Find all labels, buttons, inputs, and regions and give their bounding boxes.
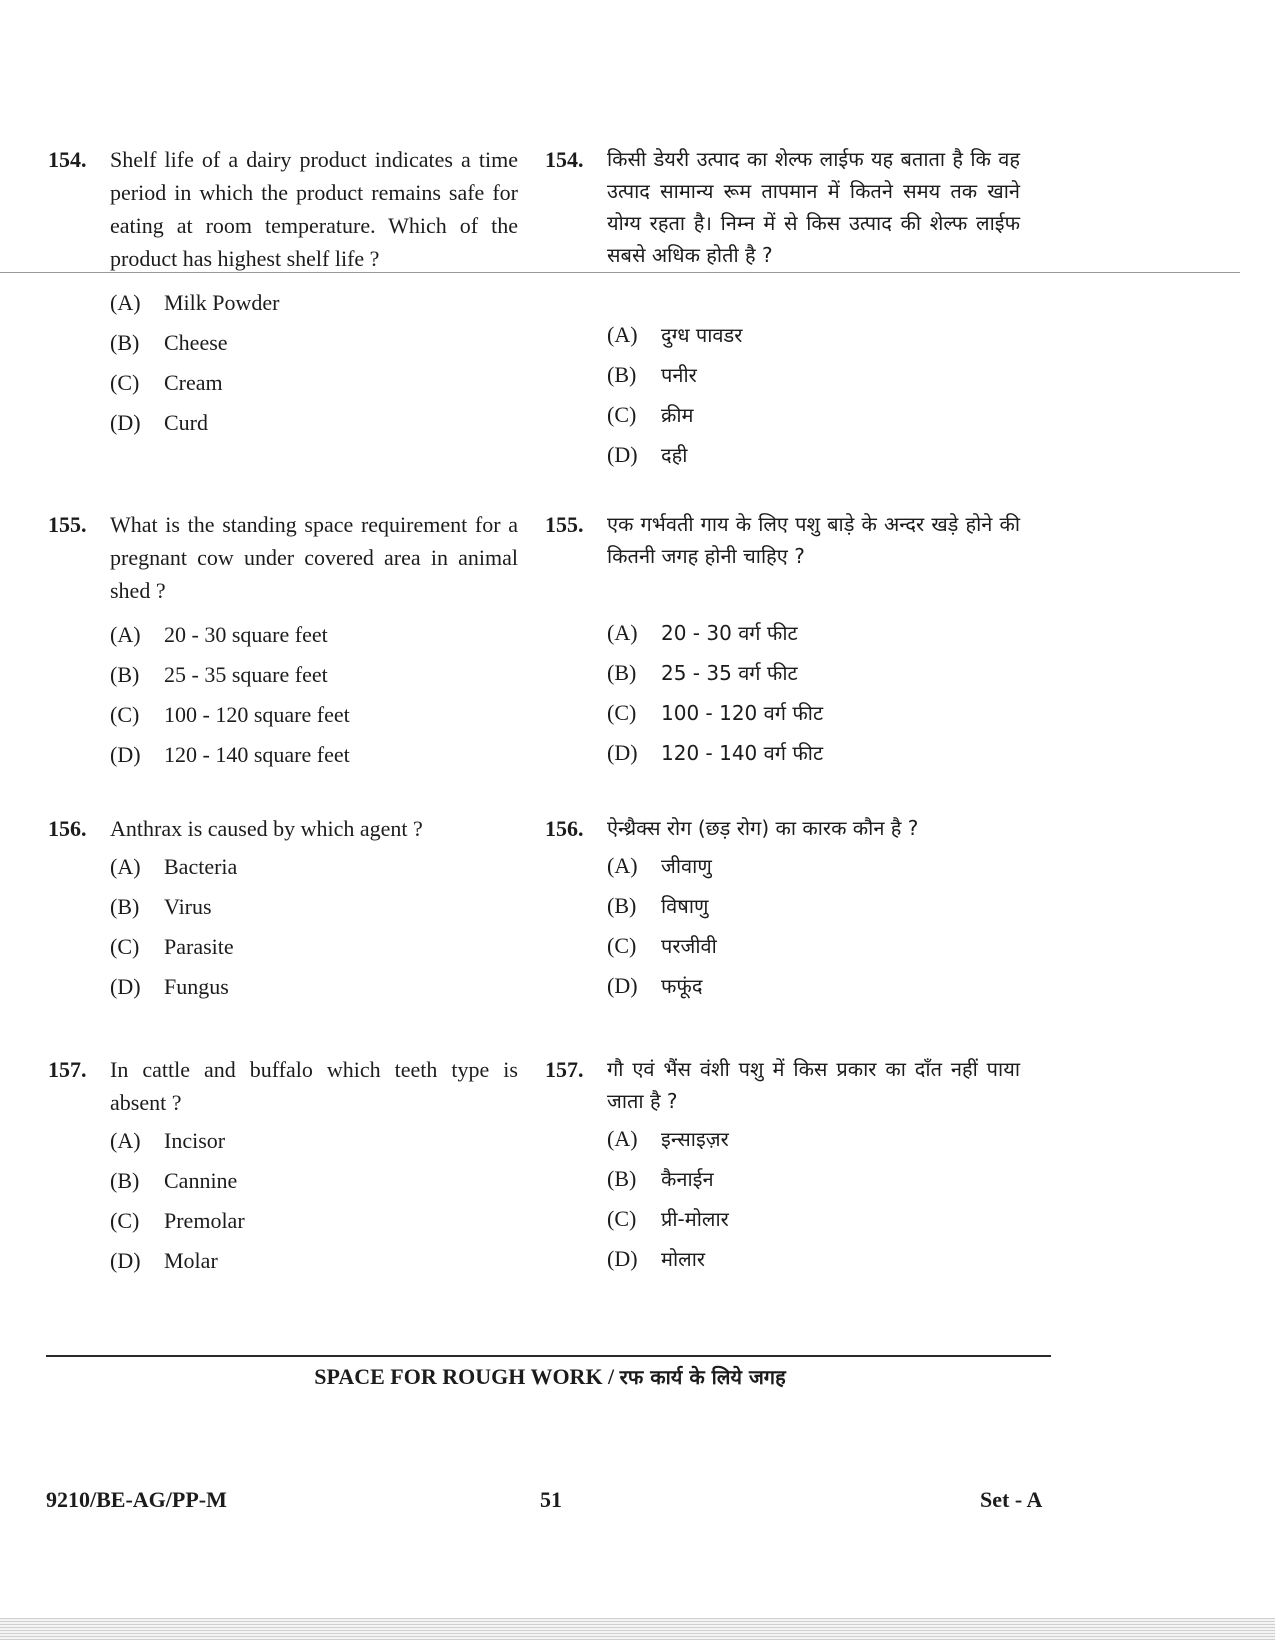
option-text: Virus: [164, 894, 212, 919]
option-c: [607, 395, 1020, 435]
option-text: Cream: [164, 370, 223, 395]
option-b: [110, 323, 518, 363]
option-a: [607, 1119, 1020, 1159]
option-text: 20 - 30 वर्ग फीट: [661, 621, 798, 645]
option-a: [607, 613, 1020, 653]
option-text: 20 - 30 square feet: [164, 622, 328, 647]
option-text: Incisor: [164, 1128, 226, 1153]
set-label: Set - A: [980, 1487, 1043, 1512]
option-c: [110, 927, 518, 967]
page-number: 51: [540, 1487, 562, 1512]
option-letter: (A): [607, 853, 638, 878]
option-letter: (D): [607, 1246, 638, 1271]
option-letter: (A): [110, 290, 141, 315]
question-157-hi: [545, 1053, 1020, 1279]
option-text: Cannine: [164, 1168, 238, 1193]
option-text: परजीवी: [661, 934, 717, 958]
option-text: इन्साइज़र: [661, 1127, 729, 1151]
options-list: [48, 283, 518, 443]
question-156-hi: [545, 812, 1020, 1006]
option-a: [110, 847, 518, 887]
option-c: [110, 363, 518, 403]
option-text: Fungus: [164, 974, 229, 999]
option-text: Bacteria: [164, 854, 238, 879]
option-letter: (C): [110, 702, 140, 727]
option-c: [607, 1199, 1020, 1239]
option-letter: (C): [110, 934, 140, 959]
scan-edge-band: [0, 1618, 1275, 1640]
option-c: [110, 1201, 518, 1241]
option-b: [607, 653, 1020, 693]
question-154-en: [48, 143, 518, 443]
option-a: [110, 283, 518, 323]
option-letter: (B): [110, 894, 140, 919]
options-list: [48, 615, 518, 775]
rough-work-heading: [0, 1363, 1100, 1390]
option-letter: (A): [110, 854, 141, 879]
option-d: [110, 1241, 518, 1281]
option-text: Premolar: [164, 1208, 245, 1233]
option-b: [607, 355, 1020, 395]
option-text: Molar: [164, 1248, 218, 1273]
option-letter: (B): [110, 662, 140, 687]
option-c: [110, 695, 518, 735]
question-157-en: [48, 1053, 518, 1281]
option-text: विषाणु: [661, 894, 709, 918]
option-b: [110, 887, 518, 927]
option-a: [110, 1121, 518, 1161]
option-text: Parasite: [164, 934, 234, 959]
option-a: [607, 846, 1020, 886]
option-text: फफूंद: [661, 974, 703, 998]
option-a: [607, 315, 1020, 355]
option-letter: (A): [110, 1128, 141, 1153]
option-d: [110, 403, 518, 443]
option-d: [607, 435, 1020, 475]
option-letter: (B): [110, 330, 140, 355]
option-text: 25 - 35 square feet: [164, 662, 328, 687]
option-text: दही: [661, 443, 688, 467]
option-text: 100 - 120 वर्ग फीट: [661, 701, 824, 725]
question-text: What is the standing space requirement for a pregnant cow under covered area in animal shed ?: [110, 512, 518, 603]
options-list: [545, 315, 1020, 475]
option-a: [110, 615, 518, 655]
option-text: पनीर: [661, 363, 697, 387]
question-text: In cattle and buffalo which teeth type is absent ?: [110, 1057, 518, 1115]
question-155-en: [48, 508, 518, 775]
option-d: [607, 966, 1020, 1006]
option-text: मोलार: [661, 1247, 706, 1271]
option-letter: (C): [110, 370, 140, 395]
option-letter: (D): [607, 442, 638, 467]
option-letter: (D): [110, 1248, 141, 1273]
option-d: [110, 967, 518, 1007]
option-letter: (D): [607, 740, 638, 765]
option-text: 100 - 120 square feet: [164, 702, 350, 727]
rough-work-label-en: SPACE FOR ROUGH WORK /: [314, 1364, 615, 1389]
option-letter: (C): [607, 402, 637, 427]
option-text: प्री-मोलार: [661, 1207, 729, 1231]
options-list: [545, 613, 1020, 773]
question-text: किसी डेयरी उत्पाद का शेल्फ लाईफ यह बताता है कि वह उत्पाद सामान्य रूम तापमान में कितने समय तक खाने योग्य रहता है। निम्न में से किस उत्पाद की शेल्फ लाईफ सबसे अधिक होती है ?: [607, 147, 1020, 267]
option-c: [607, 693, 1020, 733]
option-letter: (D): [110, 974, 141, 999]
options-list: [545, 1119, 1020, 1279]
question-text: गौ एवं भैंस वंशी पशु में किस प्रकार का दाँत नहीं पाया जाता है ?: [607, 1057, 1020, 1113]
option-c: [607, 926, 1020, 966]
rough-work-divider: [46, 1355, 1051, 1357]
option-letter: (A): [607, 620, 638, 645]
options-list: [545, 846, 1020, 1006]
option-text: दुग्ध पावडर: [661, 323, 743, 347]
option-letter: (C): [607, 700, 637, 725]
question-number: 156.: [48, 816, 87, 841]
option-b: [607, 886, 1020, 926]
option-d: [110, 735, 518, 775]
option-letter: (C): [110, 1208, 140, 1233]
option-letter: (A): [607, 1126, 638, 1151]
question-154-hi: [545, 143, 1020, 475]
rough-work-label-hi: रफ कार्य के लिये जगह: [619, 1365, 786, 1389]
option-b: [607, 1159, 1020, 1199]
question-156-en: [48, 812, 518, 1007]
option-text: क्रीम: [661, 403, 694, 427]
question-number: 156.: [545, 816, 584, 841]
options-list: [48, 847, 518, 1007]
option-text: 25 - 35 वर्ग फीट: [661, 661, 798, 685]
option-text: Curd: [164, 410, 208, 435]
option-letter: (D): [110, 410, 141, 435]
option-letter: (D): [607, 973, 638, 998]
option-text: 120 - 140 square feet: [164, 742, 350, 767]
option-letter: (D): [110, 742, 141, 767]
question-text: ऐन्थ्रैक्स रोग (छड़ रोग) का कारक कौन है ?: [607, 816, 919, 840]
option-text: कैनाईन: [661, 1167, 714, 1191]
question-number: 154.: [545, 147, 584, 172]
option-text: जीवाणु: [661, 854, 712, 878]
option-text: 120 - 140 वर्ग फीट: [661, 741, 824, 765]
option-letter: (B): [607, 660, 637, 685]
options-list: [48, 1121, 518, 1281]
option-letter: (A): [607, 322, 638, 347]
question-number: 155.: [48, 512, 87, 537]
option-text: Milk Powder: [164, 290, 280, 315]
option-letter: (B): [607, 893, 637, 918]
question-text: Anthrax is caused by which agent ?: [110, 816, 423, 841]
question-155-hi: [545, 508, 1020, 773]
option-letter: (B): [607, 362, 637, 387]
option-letter: (B): [607, 1166, 637, 1191]
question-text: Shelf life of a dairy product indicates a time period in which the product remains safe for eating at room temperature. Which of the product has highest shelf life ?: [110, 147, 518, 271]
option-letter: (C): [607, 1206, 637, 1231]
option-letter: (B): [110, 1168, 140, 1193]
option-b: [110, 655, 518, 695]
question-number: 157.: [48, 1057, 87, 1082]
question-number: 157.: [545, 1057, 584, 1082]
option-d: [607, 1239, 1020, 1279]
option-b: [110, 1161, 518, 1201]
question-text: एक गर्भवती गाय के लिए पशु बाड़े के अन्दर खड़े होने की कितनी जगह होनी चाहिए ?: [607, 512, 1020, 568]
question-number: 155.: [545, 512, 584, 537]
option-letter: (C): [607, 933, 637, 958]
paper-code: 9210/BE-AG/PP-M: [46, 1487, 227, 1512]
option-letter: (A): [110, 622, 141, 647]
question-number: 154.: [48, 147, 87, 172]
option-text: Cheese: [164, 330, 228, 355]
option-d: [607, 733, 1020, 773]
